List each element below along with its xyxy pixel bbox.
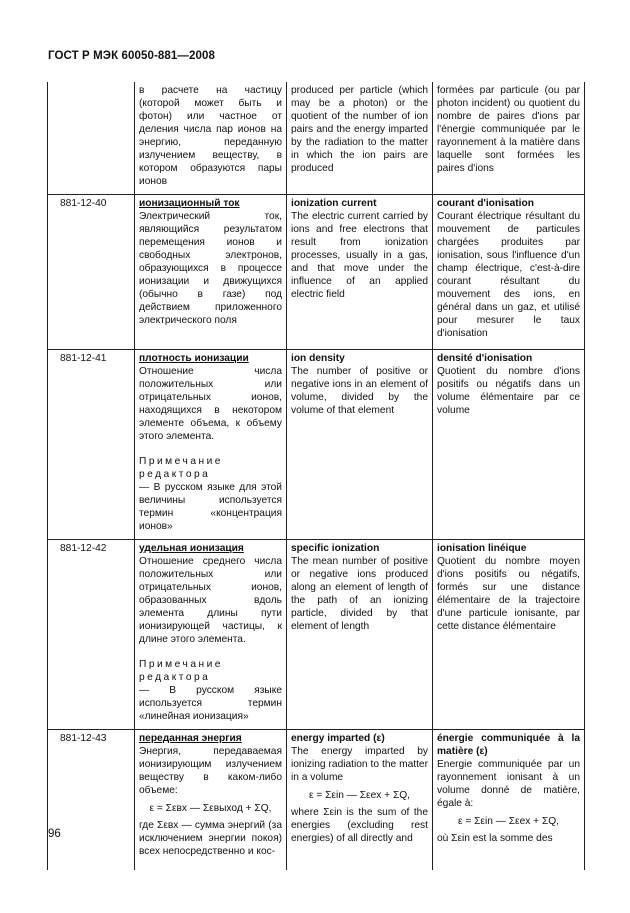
- ru-cell: [135, 350, 287, 540]
- fr-term: densité d'ionisation: [437, 353, 533, 364]
- en-definition: The mean number of positive or negative ions produced along an element of length of the path of an ionizing particle, divided by that element of length: [291, 556, 428, 632]
- ru-cell: [135, 195, 287, 350]
- en-term: ion density: [291, 353, 345, 364]
- term-number: 881-12-43: [48, 730, 135, 870]
- fr-definition: Energie communiquée par un rayonnement ionisant à un volume donné de matière, égale à:: [437, 759, 580, 809]
- ru-term: удельная ионизация: [139, 543, 244, 554]
- en-cell: [287, 82, 433, 195]
- table-row: [48, 540, 585, 730]
- en-formula: ε = Σεin — Σεex + ΣQ,: [308, 790, 411, 801]
- fr-cell: [433, 730, 585, 870]
- en-term: energy imparted (ε): [291, 733, 385, 744]
- page-number: 96: [48, 828, 61, 840]
- en-cell: [287, 195, 433, 350]
- en-term: specific ionization: [291, 543, 380, 554]
- en-cell: [287, 540, 433, 730]
- fr-formula: ε = Σεin — Σεex + ΣQ,: [457, 816, 560, 827]
- en-definition-continued: where Σεin is the sum of the energies (excluding rest energies) of all directly and: [291, 807, 428, 844]
- ru-definition: Энергия, передаваемая ионизирующим излучением веществу в каком-либо объеме:: [139, 746, 282, 796]
- editor-note-heading: Примечание редактора: [139, 456, 223, 480]
- ru-formula: ε = Σεвх — Σεвыход + ΣQ,: [149, 803, 272, 814]
- fr-definition: Quotient du nombre d'ions positifs ou négatifs dans un volume élémentaire par ce volume: [437, 366, 580, 416]
- ru-cell: [135, 540, 287, 730]
- en-term: ionization current: [291, 198, 377, 209]
- term-number: [48, 82, 135, 195]
- editor-note: — В русском языке для этой величины используется термин «концентрация ионов»: [139, 482, 282, 532]
- ru-term: плотность ионизации: [139, 353, 249, 364]
- en-definition: produced per particle (which may be a photon) or the quotient of the number of ion pairs and the energy imparted by the radiation to the matter in which the ion pairs are produced: [291, 85, 428, 174]
- fr-definition: Quotient du nombre moyen d'ions positifs ou négatifs, formés sur une distance élémentaire de la trajectoire d'une particule ionisante, par cette distance élémentaire: [437, 556, 580, 632]
- en-definition: The number of positive or negative ions in an element of volume, divided by the volume of that element: [291, 366, 428, 416]
- fr-term: courant d'ionisation: [437, 198, 534, 209]
- terms-table: [47, 82, 585, 870]
- ru-definition: Отношение числа положительных или отрицательных ионов, находящихся в некотором элементе объема, к объему этого элемента.: [139, 366, 282, 442]
- ru-definition: Электрический ток, являющийся результатом перемещения ионов и свободных электронов, образующихся в процессе ионизации и движущихся (обычно в газе) под действием приложенного электрического поля: [139, 211, 282, 326]
- fr-cell: [433, 540, 585, 730]
- term-number: 881-12-41: [48, 350, 135, 540]
- document-header: ГОСТ Р МЭК 60050-881—2008: [48, 50, 215, 62]
- fr-definition: formées par particule (ou par photon incident) ou quotient du nombre de paires d'ions par l'énergie communiquée par le rayonnement à la matière dans laquelle sont formées les paires d'ions: [437, 85, 580, 174]
- ru-cell: [135, 730, 287, 870]
- en-cell: [287, 730, 433, 870]
- editor-note: — В русском языке используется термин «линейная ионизация»: [139, 685, 282, 722]
- en-definition: The electric current carried by ions and free electrons that result from ionization processes, usually in a gas, and that move under the influence of an applied electric field: [291, 211, 428, 300]
- ru-term: ионизационный ток: [139, 198, 240, 209]
- table-row: [48, 195, 585, 350]
- ru-definition-continued: где Σεвх — сумма энергий (за исключением энергии покоя) всех непосредственно и кос-: [139, 820, 282, 857]
- fr-cell: [433, 350, 585, 540]
- table-row: [48, 82, 585, 195]
- fr-cell: [433, 195, 585, 350]
- fr-cell: [433, 82, 585, 195]
- table-row: [48, 350, 585, 540]
- fr-definition-continued: où Σεin est la somme des: [437, 833, 553, 844]
- fr-term: ionisation linéique: [437, 543, 527, 554]
- fr-term: énergie communiquée à la matière (ε): [437, 733, 580, 757]
- en-cell: [287, 350, 433, 540]
- fr-definition: Courant électrique résultant du mouvement de particules chargées produites par ionisation, sous l'influence d'un champ électrique, c'est-à-dire courant résultant du mouvement des ions, en général dans un gaz, et utilisé pour mesurer le taux d'ionisation: [437, 211, 580, 339]
- ru-definition: в расчете на частицу (которой может быть и фотон) или частное от деления числа пар ионов на энергию, переданную излучением веществу, в котором образуются пары ионов: [139, 85, 282, 187]
- term-number: 881-12-40: [48, 195, 135, 350]
- ru-cell: [135, 82, 287, 195]
- table-row: [48, 730, 585, 870]
- ru-definition: Отношение среднего числа положительных или отрицательных ионов, образованных вдоль элемента длины пути ионизирующей частицы, к длине этого элемента.: [139, 556, 282, 645]
- editor-note-heading: Примечание редактора: [139, 659, 223, 683]
- term-number: 881-12-42: [48, 540, 135, 730]
- en-definition: The energy imparted by ionizing radiation to the matter in a volume: [291, 746, 428, 783]
- ru-term: переданная энергия: [139, 733, 242, 744]
